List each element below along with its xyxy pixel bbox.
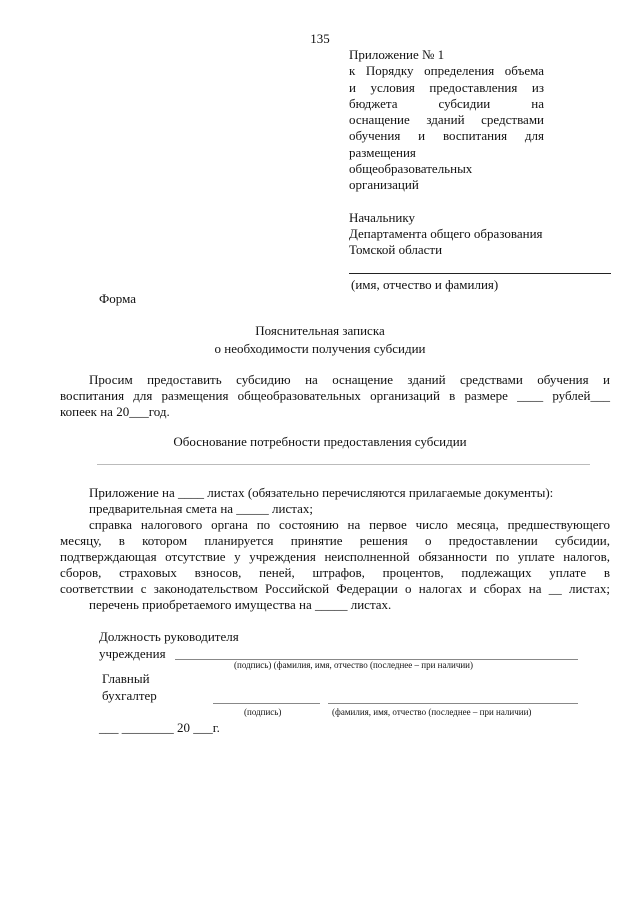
attachments-text: справка налогового органа по состоянию на первое число месяца, предшествующего — [89, 517, 610, 532]
accountant-name-caption: (фамилия, имя, отчество (последнее – при наличии) — [332, 707, 532, 717]
page-number: 135 — [310, 31, 330, 46]
date-line: ___ ________ 20 ___г. — [99, 720, 220, 735]
head-position-label-1: Должность руководителя — [99, 629, 239, 644]
justification-blank-line — [97, 464, 590, 465]
addressee-line-2: Департамента общего образования — [349, 226, 543, 241]
form-label: Форма — [99, 291, 136, 306]
accountant-label-1: Главный — [102, 671, 150, 686]
document-title: Пояснительная записка — [255, 323, 385, 338]
accountant-label-2: бухгалтер — [102, 688, 157, 703]
attachments-line-7: соответствии с законодательством Российской Федерации о налогах и сборах на __ листах; — [60, 581, 610, 596]
appendix-line: Приложение № 1 — [349, 47, 445, 62]
appendix-line: к Порядку определения объема — [349, 63, 544, 79]
addressee-line-1: Начальнику — [349, 210, 416, 225]
request-text: Просим предоставить субсидию на оснащение зданий средствами обучения и — [89, 372, 610, 387]
appendix-line: организаций — [349, 177, 419, 193]
accountant-signature-blank — [213, 703, 320, 704]
head-signature-caption: (подпись) (фамилия, имя, отчество (последнее – при наличии) — [234, 660, 473, 670]
appendix-block — [349, 47, 544, 194]
attachments-line-8: перечень приобретаемого имущества на _____ листах. — [89, 597, 392, 612]
addressee-name-blank — [349, 273, 611, 274]
request-line-1 — [60, 372, 610, 388]
justification-heading: Обоснование потребности предоставления субсидии — [173, 434, 467, 449]
request-line-3: копеек на 20___год. — [60, 404, 170, 419]
document-subtitle: о необходимости получения субсидии — [214, 341, 426, 356]
attachments-line-6: сборов, страховых взносов, пеней, штрафов, процентов, подлежащих уплате в — [60, 565, 610, 580]
appendix-line: оснащение зданий средствами — [349, 112, 544, 128]
accountant-signature-caption: (подпись) — [244, 707, 282, 717]
head-position-label-2: учреждения — [99, 646, 166, 661]
appendix-line: обучения и воспитания для — [349, 128, 544, 144]
accountant-name-blank — [328, 703, 578, 704]
attachments-line-5: подтверждающая отсутствие у учреждения неисполненной обязанности по уплате налогов, — [60, 549, 610, 564]
appendix-line: и условия предоставления из — [349, 79, 544, 95]
appendix-line: размещения — [349, 144, 416, 160]
request-line-2: воспитания для размещения общеобразовательных организаций в размере ____ рублей___ — [60, 388, 610, 403]
appendix-line: бюджета субсидии на — [349, 95, 544, 111]
appendix-line: общеобразовательных — [349, 161, 473, 177]
attachments-line-2: предварительная смета на _____ листах; — [89, 501, 313, 516]
addressee-block — [349, 210, 543, 258]
attachments-line-4: месяцу, в котором планируется принятие решения о предоставлении субсидии, — [60, 533, 610, 548]
attachments-text: Приложение на ____ листах (обязательно перечисляются прилагаемые документы): — [89, 485, 554, 500]
addressee-caption: (имя, отчество и фамилия) — [351, 277, 499, 292]
attachments-line-1 — [60, 485, 553, 501]
attachments-line-3 — [60, 517, 610, 533]
addressee-line-3: Томской области — [349, 242, 443, 257]
